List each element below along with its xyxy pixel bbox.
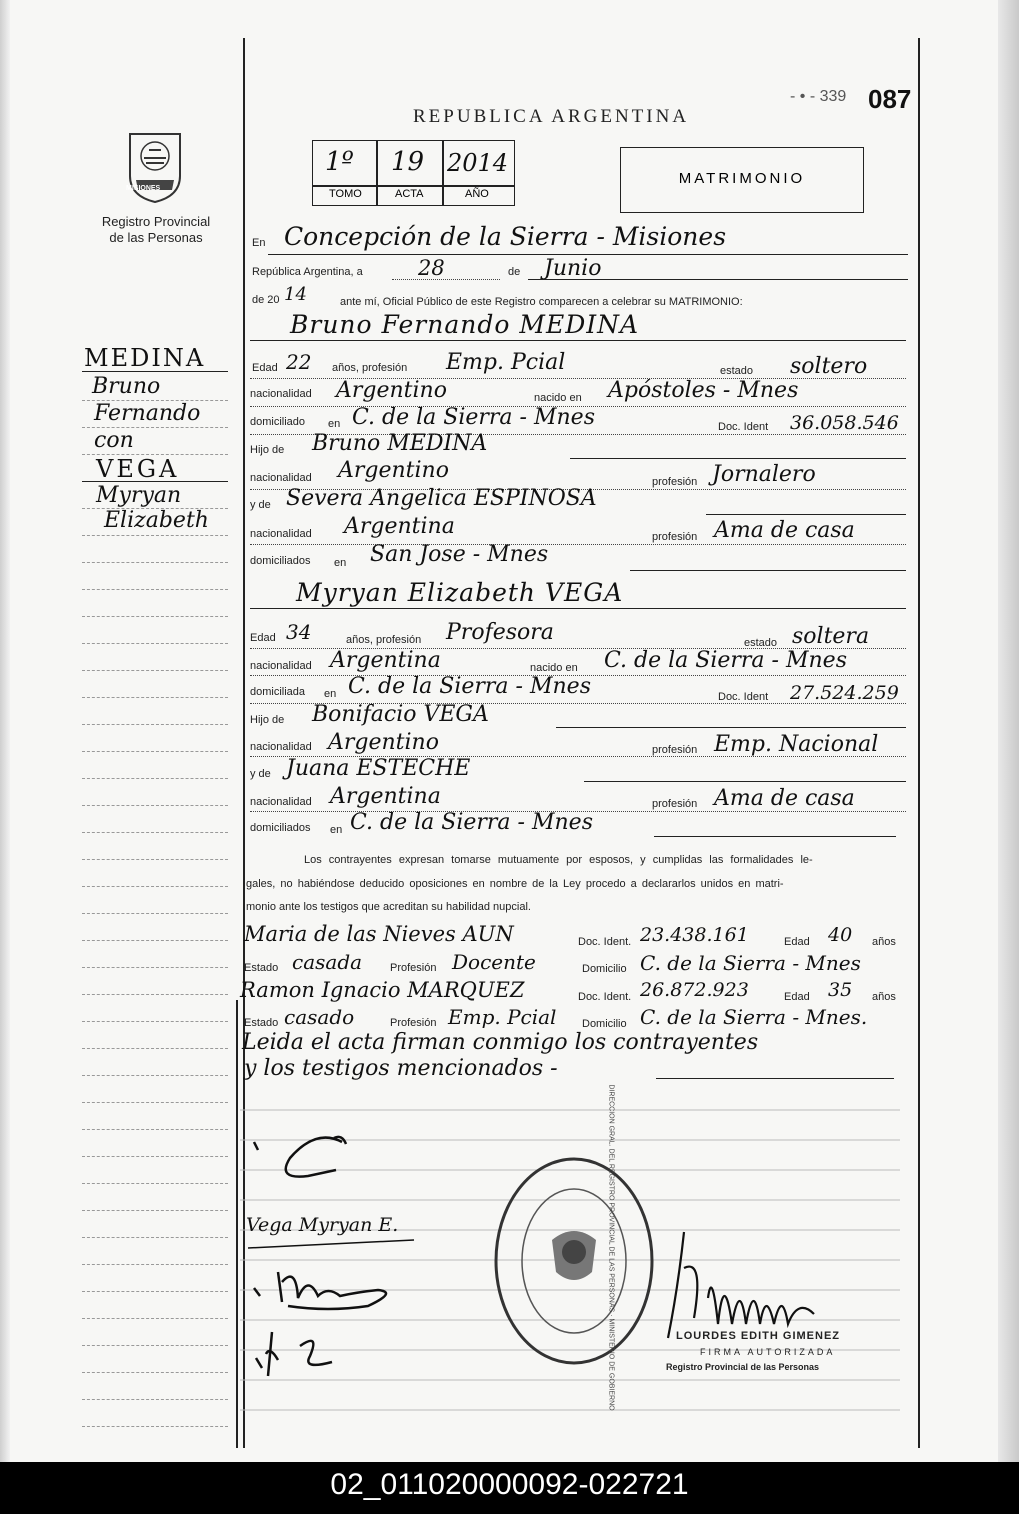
groom-father-label: Hijo de — [250, 444, 285, 456]
bride-nac-label: nacionalidad — [250, 660, 312, 672]
bride-father-nac-label: nacionalidad — [250, 741, 312, 753]
folio-prefix: - • - 339 — [790, 88, 847, 105]
day: 28 — [418, 256, 445, 280]
stamp-ring-text: DIRECCION GRAL. DEL REGISTRO PROVINCIAL DE LAS PERSONAS · MINISTERIO DE GOBIERNO — [607, 1084, 615, 1411]
signature-witness-1-icon — [248, 1262, 408, 1318]
registry-name: Registro Provincial de las Personas — [101, 214, 211, 245]
witness-1-anos-label: años — [872, 936, 896, 948]
witness-1-edad: 40 — [828, 924, 853, 946]
tomo-label: TOMO — [329, 188, 362, 200]
bride-mother-prof: Ama de casa — [714, 786, 855, 811]
bride-doc-label: Doc. Ident — [718, 691, 769, 703]
doc-type: MATRIMONIO — [678, 170, 806, 187]
official-name: LOURDES EDITH GIMENEZ — [676, 1330, 841, 1342]
intro-sentence: ante mí, Oficial Público de este Registro comparecen a celebrar su MATRIMONIO: — [340, 296, 743, 308]
bride-mother-label: y de — [250, 768, 271, 780]
bride-nacido-label: nacido en — [530, 662, 578, 674]
groom-father-nac-label: nacionalidad — [250, 472, 312, 484]
margin-con: con — [94, 428, 134, 453]
groom-mother-prof: Ama de casa — [714, 518, 855, 543]
signature-groom-icon — [246, 1130, 366, 1190]
margin-name-1: Bruno — [92, 374, 161, 399]
witness-2-prof-label: Profesión — [390, 1017, 437, 1029]
witness-1-domicilio: C. de la Sierra - Mnes — [640, 951, 861, 975]
groom-edad-label: Edad — [252, 362, 278, 374]
bride-mother-nac-label: nacionalidad — [250, 796, 312, 808]
acta-value: 19 — [391, 147, 425, 177]
bride-estado: soltera — [792, 624, 870, 649]
witness-2-domicilio: C. de la Sierra - Mnes. — [640, 1005, 868, 1029]
groom-doc-label: Doc. Ident — [718, 421, 769, 433]
declaration-line-3: monio ante los testigos que acreditan su habilidad nupcial. — [246, 901, 531, 913]
official-title: FIRMA AUTORIZADA — [700, 1347, 836, 1357]
margin-surname-2: VEGA — [96, 455, 180, 483]
groom-parents-dom: San Jose - Mnes — [370, 542, 549, 567]
signature-witness-2-icon — [250, 1326, 340, 1382]
groom-mother-prof-label: profesión — [652, 531, 698, 543]
bride-profesion: Profesora — [446, 620, 554, 645]
bride-edad-label: Edad — [250, 632, 276, 644]
bride-mother: Juana ESTECHE — [286, 756, 471, 781]
bride-father-prof-label: profesión — [652, 744, 698, 756]
bride-parents-dom-label: domiciliados — [250, 822, 311, 834]
margin-surname-1: MEDINA — [84, 344, 206, 372]
groom-prof-label: años, profesión — [332, 362, 408, 374]
groom-mother-nac-label: nacionalidad — [250, 528, 312, 540]
volume-box — [312, 140, 515, 206]
witness-2-dom-label: Domicilio — [582, 1018, 627, 1030]
groom-name: Bruno Fernando MEDINA — [290, 310, 640, 339]
witness-2-profesion: Emp. Pcial — [448, 1005, 557, 1029]
groom-father-prof-label: profesión — [652, 476, 698, 488]
bride-name: Myryan Elizabeth VEGA — [296, 578, 624, 607]
declaration-line-2: gales, no habiéndose deducido oposiciones en nombre de la Ley procedo a declararlos unidos en matri- — [246, 878, 784, 890]
groom-domicilio: C. de la Sierra - Mnes — [352, 405, 595, 430]
groom-father: Bruno MEDINA — [312, 431, 488, 456]
groom-mother-nac: Argentina — [344, 514, 455, 539]
anio-label: AÑO — [465, 188, 489, 200]
province-seal-icon — [122, 128, 188, 204]
acta-label: ACTA — [395, 188, 424, 200]
closing-line-2: y los testigos mencionados - — [244, 1056, 558, 1081]
rep-label: República Argentina, a — [252, 266, 363, 278]
tomo-value: 1º — [325, 147, 354, 177]
month: Junio — [544, 256, 602, 281]
witness-1-dom-label: Domicilio — [582, 963, 627, 975]
bride-father-nac: Argentino — [328, 730, 439, 755]
bride-domicilio: C. de la Sierra - Mnes — [348, 674, 591, 699]
seal-label: MISIONES — [126, 185, 161, 192]
witness-1-prof-label: Profesión — [390, 962, 437, 974]
groom-estado: soltero — [790, 354, 868, 379]
groom-estado-label: estado — [720, 365, 754, 377]
margin-name-3: Myryan — [96, 483, 182, 508]
groom-nacido: Apóstoles - Mnes — [608, 378, 799, 403]
bride-parents-dom-en: en — [330, 824, 343, 836]
witness-2-doc-label: Doc. Ident. — [578, 991, 632, 1003]
bride-estado-label: estado — [744, 637, 778, 649]
margin-rule-2 — [82, 481, 228, 482]
bride-mother-nac: Argentina — [330, 784, 441, 809]
right-rule — [918, 38, 920, 1448]
witness-1-doc-label: Doc. Ident. — [578, 936, 632, 948]
groom-dom-en: en — [328, 418, 341, 430]
en-label: En — [252, 237, 266, 249]
anio-value: 2014 — [447, 149, 509, 177]
de-label: de — [508, 266, 521, 278]
witness-1-doc: 23.438.161 — [640, 924, 749, 946]
doc-type-box — [620, 147, 864, 213]
groom-father-prof: Jornalero — [712, 462, 816, 487]
binding-edge — [0, 0, 10, 1462]
groom-profesion: Emp. Pcial — [446, 350, 566, 375]
witness-2-estado-label: Estado — [244, 1017, 279, 1029]
witness-1-estado-label: Estado — [244, 962, 279, 974]
bride-prof-label: años, profesión — [346, 634, 422, 646]
closing-line-1: Leida el acta firman conmigo los contrayentes — [242, 1030, 759, 1055]
witness-2-edad: 35 — [828, 979, 853, 1001]
scan-id-footer: 02_011020000092-022721 — [0, 1462, 1019, 1514]
bride-mother-prof-label: profesión — [652, 798, 698, 810]
bride-edad: 34 — [286, 620, 312, 644]
bride-doc: 27.524.259 — [790, 682, 899, 704]
groom-mother: Severa Angelica ESPINOSA — [286, 486, 597, 511]
witness-2-anos-label: años — [872, 991, 896, 1003]
margin-rule-1 — [82, 371, 228, 372]
year-label: de 20 — [252, 294, 280, 306]
groom-mother-label: y de — [250, 499, 271, 511]
witness-2-edad-label: Edad — [784, 991, 810, 1003]
groom-doc: 36.058.546 — [790, 412, 899, 434]
witness-2-doc: 26.872.923 — [640, 979, 749, 1001]
bride-dom-label: domiciliada — [250, 686, 306, 698]
bride-father-label: Hijo de — [250, 714, 285, 726]
official-stamp-icon — [488, 1152, 660, 1370]
page-edge — [998, 0, 1019, 1462]
signature-bride: Vega Myryan E. — [246, 1214, 399, 1236]
groom-parents-dom-label: domiciliados — [250, 555, 311, 567]
witness-2-name: Ramon Ignacio MARQUEZ — [240, 978, 525, 1002]
country-heading: REPUBLICA ARGENTINA — [413, 106, 690, 127]
groom-nac-label: nacionalidad — [250, 388, 312, 400]
witness-1-name: Maria de las Nieves AUN — [244, 922, 514, 946]
bride-father-prof: Emp. Nacional — [714, 732, 879, 757]
bride-father: Bonifacio VEGA — [312, 702, 489, 727]
bride-dom-en: en — [324, 688, 337, 700]
folio-number: 087 — [868, 84, 912, 114]
bride-nacido: C. de la Sierra - Mnes — [604, 648, 847, 673]
groom-edad: 22 — [286, 350, 312, 374]
witness-2-estado: casado — [284, 1005, 355, 1029]
bride-nacionalidad: Argentina — [330, 648, 441, 673]
margin-rule-lower — [236, 1000, 238, 1448]
groom-father-nac: Argentino — [338, 458, 449, 483]
witness-1-profesion: Docente — [452, 950, 536, 974]
margin-name-4: Elizabeth — [104, 508, 209, 533]
groom-dom-label: domiciliado — [250, 416, 306, 428]
witness-1-estado: casada — [292, 950, 363, 974]
margin-name-2: Fernando — [94, 401, 201, 426]
groom-nacionalidad: Argentino — [336, 378, 447, 403]
bride-parents-dom: C. de la Sierra - Mnes — [350, 810, 593, 835]
witness-1-edad-label: Edad — [784, 936, 810, 948]
signature-bride-underline — [244, 1196, 424, 1256]
official-office: Registro Provincial de las Personas — [666, 1362, 820, 1372]
year: 14 — [284, 284, 307, 305]
declaration-line-1: Los contrayentes expresan tomarse mutuamente por esposos, y cumplidas las formalidades le- — [304, 854, 813, 866]
groom-parents-dom-en: en — [334, 557, 347, 569]
place: Concepción de la Sierra - Misiones — [284, 222, 727, 251]
groom-nacido-label: nacido en — [534, 392, 582, 404]
